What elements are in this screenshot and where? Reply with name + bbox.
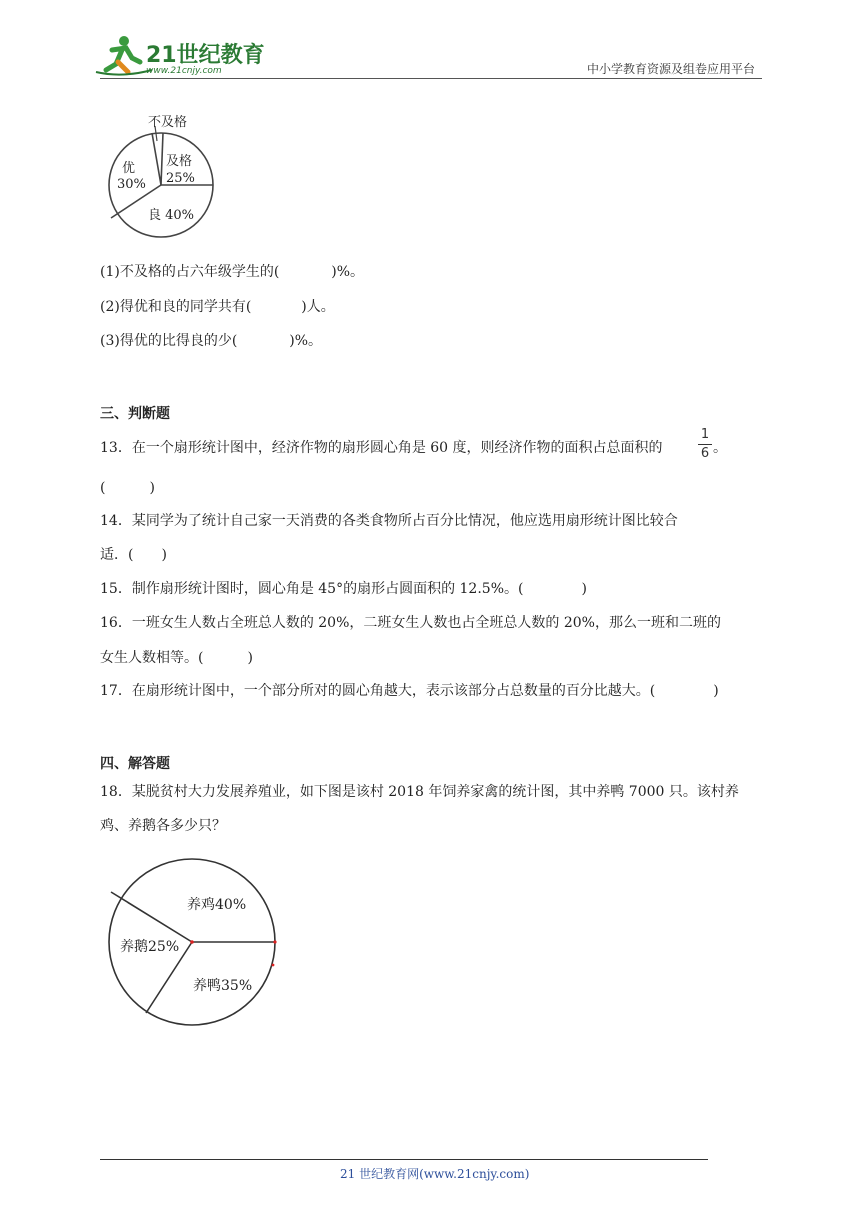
fraction-one-sixth: 1 6 bbox=[697, 427, 713, 465]
runner-logo-icon bbox=[96, 36, 152, 75]
label-pass-pct: 25% bbox=[166, 171, 195, 186]
pie-divider-fail bbox=[161, 133, 163, 185]
edge-dot bbox=[272, 964, 275, 967]
footer-divider bbox=[100, 1159, 708, 1160]
question-16-line1: 16．一班女生人数占全班总人数的 20%，二班女生人数也占全班总人数的 20%，那么一班和二班的 bbox=[100, 615, 721, 631]
question-13-answer: ( ) bbox=[100, 480, 155, 496]
question-18-line1: 18．某脱贫村大力发展养殖业，如下图是该村 2018 年饲养家禽的统计图，其中养鸭 7000 只。该村养 bbox=[100, 784, 739, 800]
question-13-end: 。 bbox=[713, 440, 727, 456]
label-duck: 养鸭35% bbox=[193, 978, 253, 994]
section-3-title: 三、判断题 bbox=[100, 406, 170, 422]
center-dot bbox=[190, 940, 194, 944]
label-excellent-pct: 30% bbox=[117, 177, 146, 192]
question-14-line1: 14．某同学为了统计自己家一天消费的各类食物所占百分比情况，他应选用扇形统计图比较合 bbox=[100, 513, 678, 529]
question-18-line2: 鸡、养鹅各多少只？ bbox=[100, 818, 226, 834]
question-17: 17．在扇形统计图中，一个部分所对的圆心角越大，表示该部分占总数量的百分比越大。( ) bbox=[100, 683, 719, 699]
label-fail: 不及格 bbox=[148, 115, 188, 130]
question-2: (2)得优和良的同学共有( )人。 bbox=[100, 299, 335, 315]
header-divider bbox=[100, 78, 762, 79]
question-14-line2: 适．( ) bbox=[100, 547, 167, 563]
grade-pie-chart bbox=[100, 108, 230, 248]
edge-dot bbox=[273, 940, 276, 943]
footer-link[interactable]: 21 世纪教育网(www.21cnjy.com) bbox=[340, 1167, 530, 1181]
question-13: 13．在一个扇形统计图中，经济作物的扇形圆心角是 60 度，则经济作物的面积占总面积的 bbox=[100, 440, 663, 456]
question-1: (1)不及格的占六年级学生的( )%。 bbox=[100, 264, 365, 280]
label-good: 良 40% bbox=[148, 208, 195, 223]
logo-text: 21世纪教育 bbox=[146, 43, 265, 68]
section-4-title: 四、解答题 bbox=[100, 756, 170, 772]
label-excellent: 优 bbox=[122, 161, 136, 176]
question-3: (3)得优的比得良的少( )%。 bbox=[100, 333, 323, 349]
logo-url: www.21cnjy.com bbox=[146, 66, 222, 76]
label-chicken: 养鸡40% bbox=[187, 897, 247, 913]
label-pass: 及格 bbox=[166, 154, 193, 169]
question-16-line2: 女生人数相等。( ) bbox=[100, 650, 253, 666]
poultry-pie-chart bbox=[105, 855, 285, 1035]
question-15: 15．制作扇形统计图时，圆心角是 45°的扇形占圆面积的 12.5%。( ) bbox=[100, 581, 587, 597]
label-goose: 养鹅25% bbox=[120, 939, 180, 955]
pie-divider-goose-top bbox=[111, 892, 192, 942]
header-platform-text: 中小学教育资源及组卷应用平台 bbox=[586, 62, 755, 76]
